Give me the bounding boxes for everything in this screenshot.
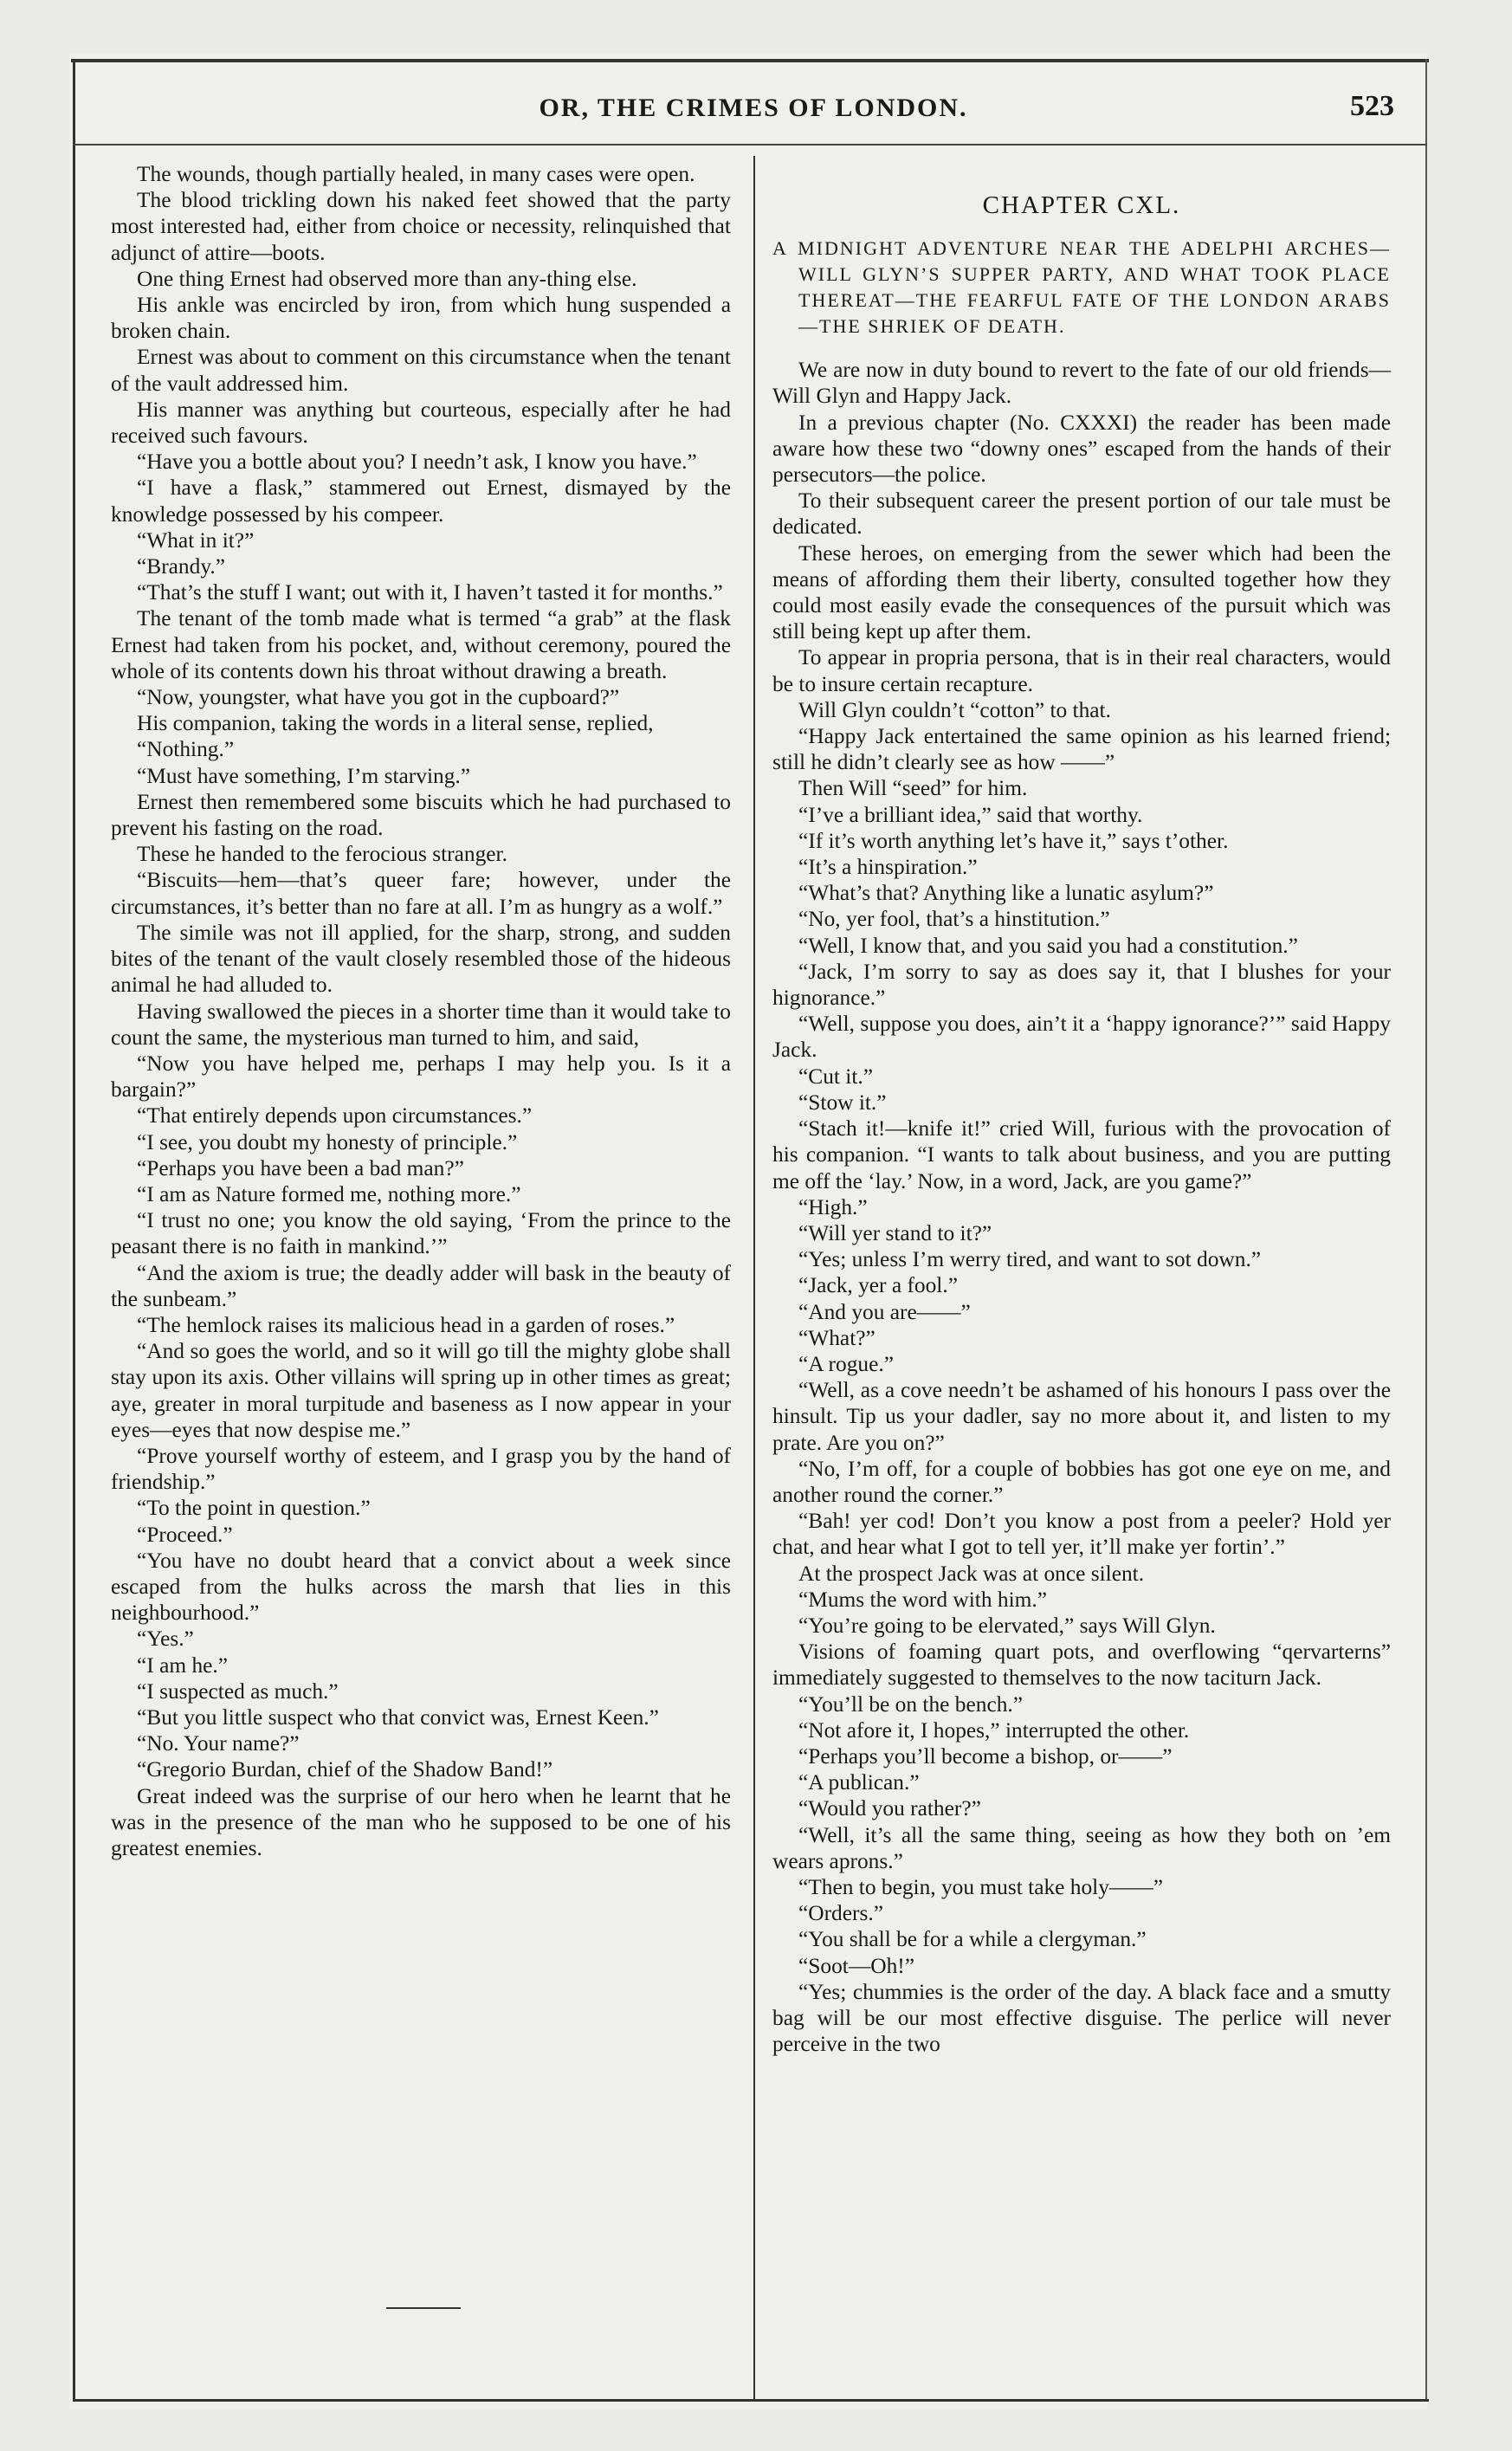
paragraph: Great indeed was the surprise of our hero when he learnt that he was in the presence of the man who he supposed to be one of his greatest enemies.: [111, 1783, 731, 1860]
paragraph: “What?”: [798, 1325, 876, 1350]
paragraph: “What’s that? Anything like a lunatic asylum?”: [798, 881, 1214, 906]
paragraph: “Perhaps you’ll become a bishop, or——”: [798, 1743, 1173, 1769]
paragraph: These heroes, on emerging from the sewer which had been the means of affording them their liberty, consulted together how they could most easily evade the consequences of the pursuit which was still being kept up after them.: [772, 540, 1391, 644]
paragraph: “What in it?”: [137, 527, 255, 553]
paragraph: “I have a flask,” stammered out Ernest, dismayed by the knowledge possessed by his compeer.: [111, 475, 731, 527]
right-column-body: [772, 357, 1391, 2057]
paragraph: “Not afore it, I hopes,” interrupted the other.: [798, 1717, 1190, 1743]
paragraph: His manner was anything but courteous, especially after he had received such favours.: [111, 397, 731, 449]
paragraph: “Well, as a cove needn’t be ashamed of his honours I pass over the hinsult. Tip us your dadler, say no more about it, and listen to my prate. Are you on?”: [772, 1378, 1391, 1455]
left-border-rule: [73, 59, 75, 2401]
paragraph: “A publican.”: [798, 1770, 920, 1795]
paragraph: “Stow it.”: [798, 1090, 887, 1115]
paragraph: Will Glyn couldn’t “cotton” to that.: [798, 697, 1111, 722]
paragraph: “Well, suppose you does, ain’t it a ‘happy ignorance?’” said Happy Jack.: [772, 1012, 1391, 1063]
paragraph: “It’s a hinspiration.”: [798, 855, 978, 880]
paragraph: “Stach it!—knife it!” cried Will, furious with the provocation of his companion. “I wants to talk about business, and you are putting me off the ‘lay.’ Now, in a word, Jack, are you game?”: [772, 1116, 1391, 1193]
paragraph: “Jack, I’m sorry to say as does say it, that I blushes for your hignorance.”: [772, 959, 1391, 1011]
paragraph: “You’re going to be elervated,” says Will Glyn.: [798, 1613, 1216, 1638]
paragraph: “Nothing.”: [137, 737, 235, 762]
paragraph: “Now, youngster, what have you got in the cupboard?”: [137, 685, 620, 710]
paragraph: To appear in propria persona, that is in their real characters, would be to insure certain recapture.: [772, 645, 1391, 696]
paragraph: “Have you a bottle about you? I needn’t ask, I know you have.”: [137, 449, 697, 475]
paragraph: “And so goes the world, and so it will go till the mighty globe shall stay upon its axis. Other villains will spring up in other times as great; aye, greater in moral turpitude and baseness as I now appear in your eyes—eyes that now despise me.”: [111, 1339, 731, 1442]
paragraph: “Brandy.”: [137, 554, 225, 579]
top-border-rule: [71, 59, 1429, 62]
paragraph: “Soot—Oh!”: [798, 1953, 914, 1978]
paragraph: “Biscuits—hem—that’s queer fare; however, under the circumstances, it’s better than no fare at all. I’m as hungry as a wolf.”: [111, 868, 731, 919]
column-divider: [753, 156, 755, 2399]
paragraph: We are now in duty bound to revert to the fate of our old friends—Will Glyn and Happy Jack.: [772, 358, 1391, 409]
paragraph: “Perhaps you have been a bad man?”: [137, 1155, 464, 1180]
paragraph: “And the axiom is true; the deadly adder will bask in the beauty of the sunbeam.”: [111, 1260, 731, 1311]
header-rule: [73, 144, 1427, 146]
section-end-dash: [386, 2307, 461, 2309]
paragraph: “High.”: [798, 1194, 868, 1219]
paragraph: “Orders.”: [798, 1901, 883, 1926]
chapter-title: CHAPTER CXL.: [982, 191, 1181, 219]
paragraph: “I am as Nature formed me, nothing more.”: [137, 1181, 521, 1206]
paragraph: “Yes.”: [137, 1626, 194, 1652]
paragraph: “Then to begin, you must take holy——”: [798, 1874, 1163, 1899]
paragraph: These he handed to the ferocious stranger.: [137, 842, 507, 867]
paragraph: “I trust no one; you know the old saying, ‘From the prince to the peasant there is no faith in mankind.’”: [111, 1208, 731, 1259]
paragraph: “Cut it.”: [798, 1064, 874, 1089]
paragraph: Having swallowed the pieces in a shorter time than it would take to count the same, the mysterious man turned to him, and said,: [111, 999, 731, 1050]
paragraph: “Must have something, I’m starving.”: [137, 763, 471, 788]
paragraph: His companion, taking the words in a literal sense, replied,: [137, 711, 654, 736]
chapter-summary: A MIDNIGHT ADVENTURE NEAR THE ADELPHI ARCHES—WILL GLYN’S SUPPER PARTY, AND WHAT TOOK PLACE THEREAT—THE FEARFUL FATE OF THE LONDON ARABS—THE SHRIEK OF DEATH.: [772, 237, 1391, 338]
paragraph: “A rogue.”: [798, 1351, 894, 1376]
paragraph: “The hemlock raises its malicious head in a garden of roses.”: [137, 1312, 675, 1337]
paragraph: The blood trickling down his naked feet showed that the party most interested had, either from choice or necessity, relinquished that adjunct of attire—boots.: [111, 188, 731, 265]
right-column: [772, 192, 1391, 2057]
paragraph: One thing Ernest had observed more than any-thing else.: [137, 266, 637, 291]
paragraph: “Prove yourself worthy of esteem, and I grasp you by the hand of friendship.”: [111, 1443, 731, 1495]
paragraph: “Would you rather?”: [798, 1796, 981, 1821]
paragraph: The simile was not ill applied, for the sharp, strong, and sudden bites of the tenant of the vault closely resembled those of the hideous animal he had alluded to.: [111, 920, 731, 998]
paragraph: “Mums the word with him.”: [798, 1587, 1048, 1612]
paragraph: Ernest then remembered some biscuits which he had purchased to prevent his fasting on the road.: [111, 789, 731, 841]
paragraph: “Bah! yer cod! Don’t you know a post from a peeler? Hold yer chat, and hear what I got to tell yer, it’ll make yer fortin’.”: [772, 1509, 1391, 1560]
paragraph: “But you little suspect who that convict was, Ernest Keen.”: [137, 1704, 659, 1730]
paragraph: “No, I’m off, for a couple of bobbies has got one eye on me, and another round the corner.”: [772, 1456, 1391, 1507]
paragraph: At the prospect Jack was at once silent.: [798, 1561, 1145, 1586]
paragraph: “Will yer stand to it?”: [798, 1220, 992, 1245]
paragraph: “I suspected as much.”: [137, 1678, 339, 1704]
paragraph: “If it’s worth anything let’s have it,” says t’other.: [798, 828, 1229, 853]
paragraph: “Well, it’s all the same thing, seeing as how they both on ’em wears aprons.”: [772, 1822, 1391, 1873]
paragraph: “Yes; unless I’m werry tired, and want to sot down.”: [798, 1247, 1262, 1272]
paragraph: “Proceed.”: [137, 1522, 233, 1547]
paragraph: “No, yer fool, that’s a hinstitution.”: [798, 907, 1110, 932]
paragraph: “I see, you doubt my honesty of principle.”: [137, 1129, 518, 1154]
paragraph: “You have no doubt heard that a convict about a week since escaped from the hulks across the marsh that lies in this neighbourhood.”: [111, 1548, 731, 1626]
paragraph: “You shall be for a while a clergyman.”: [798, 1927, 1147, 1952]
paragraph: “Gregorio Burdan, chief of the Shadow Band!”: [137, 1757, 553, 1782]
paragraph: In a previous chapter (No. CXXXI) the reader has been made aware how these two “downy ones” escaped from the hands of their persecutors—the police.: [772, 410, 1391, 488]
paragraph: “Well, I know that, and you said you had a constitution.”: [798, 933, 1298, 958]
paragraph: “Now you have helped me, perhaps I may help you. Is it a bargain?”: [111, 1051, 731, 1103]
paragraph: “To the point in question.”: [137, 1496, 371, 1521]
paragraph: Visions of foaming quart pots, and overflowing “qervarterns” immediately suggested to themselves to the now taciturn Jack.: [772, 1639, 1391, 1691]
paragraph: “Yes; chummies is the order of the day. A black face and a smutty bag will be our most effective disguise. The perlice will never perceive in the two: [772, 1979, 1391, 2057]
paragraph: “You’ll be on the bench.”: [798, 1691, 1024, 1717]
right-border-rule: [1425, 59, 1427, 2401]
paragraph: The tenant of the tomb made what is termed “a grab” at the flask Ernest had taken from his pocket, and, without ceremony, poured the whole of its contents down his throat without drawing a breath.: [111, 606, 731, 683]
paragraph: “Happy Jack entertained the same opinion as his learned friend; still he didn’t clearly see as how ——”: [772, 724, 1391, 775]
paragraph: To their subsequent career the present portion of our tale must be dedicated.: [772, 488, 1391, 540]
paragraph: “That entirely depends upon circumstances.”: [137, 1103, 533, 1128]
running-head: OR, THE CRIMES OF LONDON.: [539, 94, 968, 122]
paragraph: “I am he.”: [137, 1652, 229, 1678]
paragraph: “Jack, yer a fool.”: [798, 1273, 958, 1298]
paragraph: “And you are——”: [798, 1299, 971, 1324]
paragraph: Then Will “seed” for him.: [798, 776, 1028, 801]
bottom-border-rule: [73, 2399, 1429, 2402]
paragraph: Ernest was about to comment on this circumstance when the tenant of the vault addressed him.: [111, 345, 731, 396]
paragraph: “That’s the stuff I want; out with it, I haven’t tasted it for months.”: [137, 580, 723, 605]
page-number: 523: [1350, 90, 1394, 122]
paragraph: “I’ve a brilliant idea,” said that worthy.: [798, 802, 1143, 827]
paragraph: The wounds, though partially healed, in many cases were open.: [137, 162, 695, 186]
left-column: [111, 161, 731, 1861]
paragraph: His ankle was encircled by iron, from which hung suspended a broken chain.: [111, 293, 731, 344]
paragraph: “No. Your name?”: [137, 1731, 300, 1756]
